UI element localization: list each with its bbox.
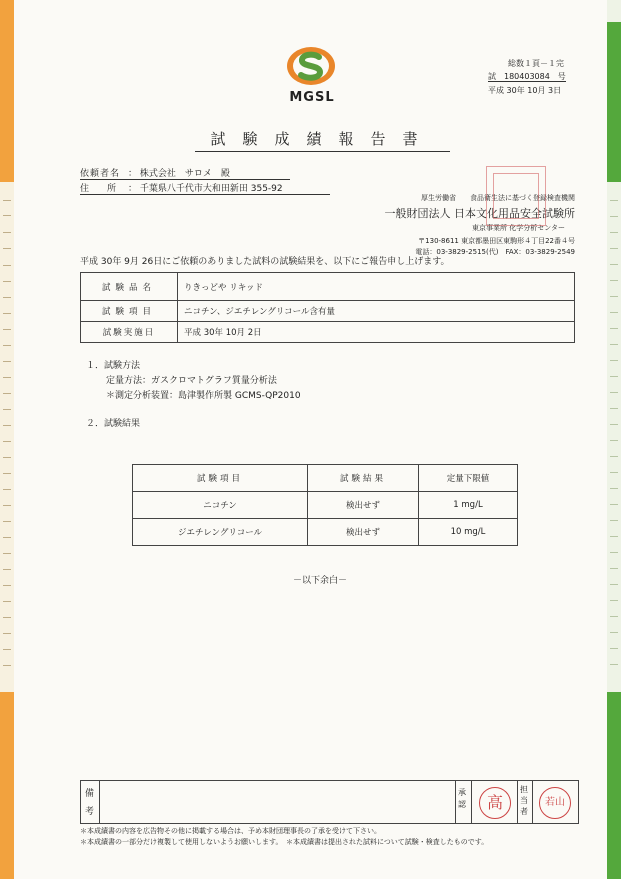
approval-stamp: 高 [479, 787, 511, 819]
test-date-label: 試験実施日 [81, 322, 178, 343]
left-color-strip [0, 0, 14, 879]
page-title: 試験成績報告書 [195, 128, 450, 152]
requester-value: 株式会社 サロメ 殿 [139, 169, 230, 179]
intro-text: 平成 30年 9月 26日にご依頼のありました試料の試験結果を、以下にご報告申し上げます。 [80, 257, 450, 267]
issuer-phone: 電話：03-3829-2515(代) FAX：03-3829-2549 [415, 248, 575, 256]
results-header-row [133, 465, 518, 492]
company-seal [486, 166, 546, 226]
test-item-value: ニコチン、ジエチレングリコール含有量 [178, 301, 575, 322]
summary-table [80, 272, 575, 343]
footnote-1: ＊本成績書の内容を広告物その他に掲載する場合は、予め本財団理事長の了承を受けて下さい。 [80, 827, 381, 835]
cell-limit: 10 mg/L [419, 519, 518, 546]
table-row [133, 492, 518, 519]
remarks-label: 備考 [85, 789, 95, 817]
footnote-2: ＊本成績書の一部分だけ複製して使用しないようお願いします。 ＊本成績書は提出された試料について試験・検査したものです。 [80, 838, 489, 846]
cell-result: 検出せず [308, 492, 419, 519]
issuer-branch: 東京事業所 化学分析センター [472, 224, 565, 232]
approval-label: 承認 [458, 788, 466, 809]
header-test-result: 試験結果 [308, 465, 419, 492]
table-row [81, 322, 575, 343]
test-item-label: 試験項目 [81, 301, 178, 322]
address-row: 住 所 ： 千葉県八千代市大和田新田 355-92 [80, 181, 330, 195]
page-info: 総数１頁－１完 [508, 59, 564, 68]
requester-label: 依頼者名 [80, 169, 121, 179]
address-value: 千葉県八千代市大和田新田 355-92 [139, 184, 283, 194]
logo-text: MGSL [289, 90, 335, 105]
address-label: 住 所 [80, 184, 117, 194]
test-number: 試 180403084 号 [488, 72, 566, 81]
header-lower-limit: 定量下限値 [419, 465, 518, 492]
requester-row: 依頼者名 ： 株式会社 サロメ 殿 [80, 166, 290, 180]
report-date: 平成 30年 10月 3日 [488, 86, 562, 95]
instrument-line: ＊測定分析装置：島津製作所製 GCMS-QP2010 [106, 391, 301, 401]
method-line: 定量方法：ガスクロマトグラフ質量分析法 [106, 376, 277, 386]
table-row [81, 301, 575, 322]
staff-label: 担当者 [520, 785, 528, 816]
staff-stamp: 若山 [539, 787, 571, 819]
test-date-value: 平成 30年 10月 2日 [178, 322, 575, 343]
cell-item: ニコチン [133, 492, 308, 519]
section2-heading: ２．試験結果 [86, 419, 141, 429]
remarks-box [80, 780, 579, 824]
header-test-item: 試験項目 [133, 465, 308, 492]
issuer-registration: 厚生労働省 食品衛生法に基づく登録検査機関 [421, 194, 575, 202]
section1-heading: １．試験方法 [86, 361, 141, 371]
cell-item: ジエチレングリコール [133, 519, 308, 546]
sample-name-value: りきっどや リキッド [178, 273, 575, 301]
cell-limit: 1 mg/L [419, 492, 518, 519]
results-table [132, 464, 518, 546]
mgsl-logo-icon [284, 44, 338, 88]
issuer-address: 〒130-8611 東京都墨田区東駒形４丁目22番４号 [418, 237, 575, 245]
mgsl-logo [284, 44, 338, 92]
sample-name-label: 試験品名 [81, 273, 178, 301]
end-note: －以下余白－ [292, 576, 347, 586]
table-row [133, 519, 518, 546]
issuer-name: 一般財団法人 日本文化用品安全試験所 [384, 207, 575, 220]
cell-result: 検出せず [308, 519, 419, 546]
table-row [81, 273, 575, 301]
right-color-strip [607, 0, 621, 879]
